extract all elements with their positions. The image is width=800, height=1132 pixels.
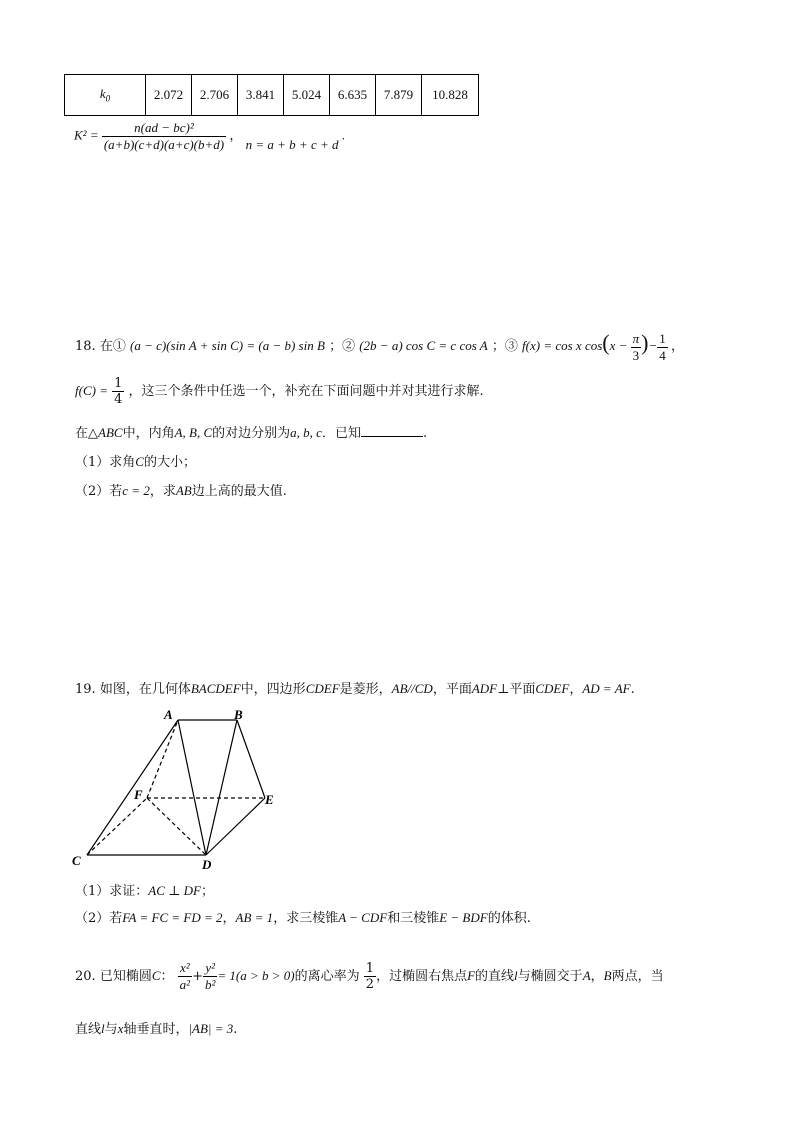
q18-one-quarter — [657, 331, 668, 364]
q19-ta: 如图，在几何体 — [99, 682, 191, 697]
q19-perp: ⊥ — [497, 682, 510, 697]
q18-line3 — [75, 422, 427, 441]
q19-plane1: ADF — [471, 681, 498, 696]
q20-eq1: = 1(a > b > 0) — [217, 968, 295, 983]
q19-number: 19. — [75, 682, 96, 697]
q19-p1-expr: AC ⊥ DF — [148, 883, 201, 898]
q18-one: 1 — [659, 330, 666, 346]
solid-figure — [60, 700, 300, 875]
edge-cf — [87, 798, 147, 855]
q20-te: 与椭圆交于 — [517, 969, 583, 984]
q18-fc-one: 1 — [114, 376, 123, 391]
q18-l3a: 在 — [75, 426, 89, 441]
q20-line2 — [75, 1018, 237, 1037]
q20-x2: x² — [180, 960, 190, 975]
q18-part1 — [75, 451, 196, 470]
q18-l3e: . — [422, 426, 428, 441]
label-d: D — [202, 857, 212, 872]
label-b: B — [234, 707, 243, 722]
q19-tc: 是菱形， — [339, 682, 392, 697]
q18-sep1: ；② — [329, 339, 356, 354]
q18-minus: − — [648, 338, 658, 353]
q18-l3b: 中，内角 — [122, 426, 175, 441]
q18-l3c: 的对边分别为 — [212, 426, 291, 441]
q19-p2-t1: A − CDF — [338, 910, 388, 925]
table-cell: 3.841 — [238, 75, 284, 116]
q18-line2 — [75, 376, 484, 407]
q18-sep2: ；③ — [491, 339, 518, 354]
q19-td: ，平面 — [432, 682, 472, 697]
edge-be — [237, 720, 265, 798]
q18-p2-eq: c = 2 — [122, 483, 150, 498]
q20-tc: ，过椭圆右焦点 — [376, 969, 468, 984]
q20-plus: + — [192, 969, 203, 984]
formula-fraction — [102, 120, 226, 153]
q18-choose-text: ，这三个条件中任选一个，补充在下面问题中并对其进行求解. — [128, 384, 484, 399]
formula-numerator: n(ad − bc)² — [134, 120, 194, 135]
q19-tg: . — [630, 682, 635, 697]
q19-p2b: ， — [222, 911, 236, 926]
q18-part2 — [75, 480, 287, 499]
q18-fc: f(C) = — [75, 383, 108, 398]
q18-pi-over-3 — [631, 331, 642, 364]
q20-colon: ： — [160, 969, 174, 984]
q19-solid: BACDEF — [190, 681, 241, 696]
q19-eq: AD = AF — [582, 681, 631, 696]
q19-plane2: CDEF — [535, 681, 570, 696]
q18-fc-four: 4 — [114, 392, 123, 407]
formula-separator: ， — [229, 127, 243, 143]
q20-l2b: 与 — [104, 1022, 118, 1037]
label-f: F — [134, 787, 143, 802]
q18-line1 — [75, 330, 684, 364]
q18-pi: π — [632, 330, 640, 346]
table-header-k0: $k_0$ — [65, 75, 146, 116]
q19-tb: 中，四边形 — [240, 682, 306, 697]
q18-p1a: （1）求角 — [75, 455, 136, 470]
q19-p2c: ，求三棱锥 — [273, 911, 339, 926]
q18-l3d: ．已知 — [321, 426, 361, 441]
q19-p1a: （1）求证： — [75, 884, 149, 899]
q18-fc-quarter — [112, 376, 124, 407]
q18-four: 4 — [659, 347, 666, 363]
q20-l2-x: x — [117, 1021, 124, 1036]
q20-a2: a² — [179, 977, 191, 992]
formula-denominator: (a+b)(c+d)(a+c)(b+d) — [103, 137, 225, 152]
q19-part2 — [75, 907, 531, 926]
table-cell: 10.828 — [422, 75, 479, 116]
q20-ellipse: C — [151, 968, 161, 983]
q20-half-d: 2 — [365, 977, 375, 992]
q20-half-n: 1 — [365, 961, 375, 976]
q19-part1 — [75, 880, 214, 899]
q18-cond3-mid: x − — [609, 338, 628, 353]
q18-sides: a, b, c — [290, 425, 322, 440]
table-cell: 6.635 — [330, 75, 376, 116]
q19-p2e: 的体积. — [487, 911, 531, 926]
q18-p2b: ，求 — [149, 484, 176, 499]
q19-quad: CDEF — [305, 681, 340, 696]
q20-l2a: 直线 — [75, 1022, 102, 1037]
q20-ta: 已知椭圆 — [99, 969, 152, 984]
q19-line1 — [75, 678, 635, 697]
table-cell: 2.706 — [192, 75, 238, 116]
q18-p2c: 边上高的最大值. — [191, 484, 287, 499]
label-c: C — [72, 853, 81, 868]
q20-l2c: 轴垂直时， — [123, 1022, 189, 1037]
edge-bd — [206, 720, 237, 855]
formula-end: . — [341, 127, 345, 143]
q20-td: 的直线 — [475, 969, 515, 984]
label-e: E — [265, 792, 274, 807]
q19-te: 平面 — [509, 682, 536, 697]
table-cell: 2.072 — [146, 75, 192, 116]
q18-p1-var: C — [135, 454, 144, 469]
edge-ac — [87, 720, 178, 855]
q19-p2-eq1: FA = FC = FD = 2 — [122, 910, 223, 925]
q19-p2d: 和三棱锥 — [387, 911, 440, 926]
q18-prefix: 在① — [99, 339, 126, 354]
formula-lhs: K² = — [74, 127, 99, 143]
q18-cond3-lhs: f(x) = cos x cos — [522, 338, 603, 353]
q18-condition2: (2b − a) cos C = c cos A — [359, 338, 488, 353]
edge-fd — [147, 798, 206, 855]
q20-y-frac — [203, 960, 217, 993]
q20-tb: 的离心率为 — [294, 969, 360, 984]
critical-value-table — [64, 74, 479, 116]
q18-condition3: f(x) = cos x cos(x − $\frac{\pi}{3}$ )− $\frac{1}{4}$ — [522, 330, 666, 363]
q20-x-frac — [178, 960, 192, 993]
table-row — [65, 75, 479, 116]
q20-number: 20. — [75, 969, 96, 984]
q18-p2a: （2）若 — [75, 484, 123, 499]
q20-l2d: . — [233, 1022, 238, 1037]
q18-p1b: 的大小； — [143, 455, 196, 470]
q19-p2-eq2: AB = 1 — [235, 910, 274, 925]
q20-l: l — [514, 968, 518, 983]
table-cell: 7.879 — [376, 75, 422, 116]
q18-three: 3 — [631, 347, 642, 364]
q20-l2-l: l — [101, 1021, 105, 1036]
q20-A: A — [582, 968, 591, 983]
q19-p2-t2: E − BDF — [439, 910, 488, 925]
q20-F: F — [467, 968, 476, 983]
q19-p2a: （2）若 — [75, 911, 123, 926]
formula-n-definition: n = a + b + c + d — [245, 137, 339, 153]
q18-triangle: △ABC — [88, 425, 123, 440]
edge-ad — [178, 720, 206, 855]
q19-p1b: ； — [200, 884, 214, 899]
q20-abs: |AB| = 3 — [188, 1021, 234, 1036]
q18-answer-blank — [361, 424, 423, 437]
q20-half — [364, 961, 376, 992]
k-squared-formula — [74, 120, 345, 153]
q18-number: 18. — [75, 339, 96, 354]
q19-parallel: AB//CD — [391, 681, 433, 696]
q18-p2-var: AB — [175, 483, 192, 498]
q20-tf: 两点，当 — [611, 969, 664, 984]
table-cell: 5.024 — [284, 75, 330, 116]
q20-y2: y² — [205, 960, 216, 975]
q19-tf: ， — [569, 682, 583, 697]
q18-condition1: (a − c)(sin A + sin C) = (a − b) sin B — [129, 338, 325, 353]
q20-b2: b² — [204, 977, 216, 992]
label-a: A — [164, 707, 173, 722]
edge-de — [206, 798, 265, 855]
q18-cond3-end: ， — [671, 339, 685, 354]
q20-comma: ， — [590, 969, 604, 984]
q20-line1 — [75, 960, 664, 993]
q18-angles: A, B, C — [174, 425, 213, 440]
q20-B: B — [603, 968, 612, 983]
